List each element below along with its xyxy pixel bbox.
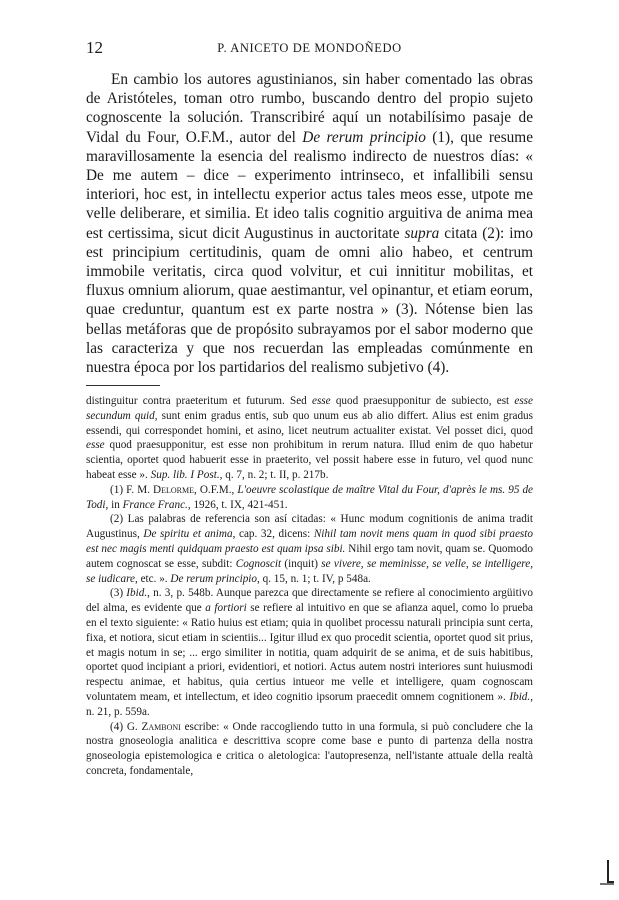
page-number: 12 [86, 38, 103, 57]
footnote-3: (3) Ibid., n. 3, p. 548b. Aunque parezca que directamente se refiere al conocimiento argüitivo del alma, es evidente que a fortiori se refiere al intuitivo en que se afianza aquel, como lo prueba en el texto siguiente: « Ratio huius est etiam; quia in quolibet processu naturali principia sunt certa, fixa, et notiora, sicut etiam in scientiis... Igitur illud ex quo procedit scientia, oportet quod sit prius, et magis notum in se; ... ergo similiter in notitia, quam adquirit de se anima, et de suis habitibus, oportet quod incipiant a priori, evidentiori, et notiori. Actus autem nostri interiores sunt huiusmodi respectu animae, et habitus, quia certius intueor me velle et intelligere, quam cognoscam voluntatem meam, et intellectum, et ideo cognitio ipsorum praecedit omnem cognitionem ». Ibid., n. 21, p. 559a. [86, 587, 534, 718]
footnote-divider [86, 385, 160, 386]
book-title-italic: De rerum principio [302, 128, 426, 146]
footnote-1: (1) F. M. Delorme, O.F.M., L'oeuvre scolastique de maître Vital du Four, d'après le ms. 95 de Todi, in France Franc., 1926, t. IX, 421-451. [86, 483, 533, 511]
footnote-4: (4) G. Zamboni escribe: « Onde raccogliendo tutto in una formula, si può concludere che la nostra gnoseologia analitica e descrittiva scopre come base e punto di partenza della nostra gnoseologia epistemologica e critica o aletologica: l'autopresenza, nell'istante attuale della realtà concreta, fondamentale, [86, 720, 533, 777]
running-title: P. ANICETO DE MONDOÑEDO [217, 41, 402, 55]
page-header [86, 38, 533, 60]
footnote-continuation: distinguitur contra praeteritum et futurum. Sed esse quod praesupponitur de subiecto, est esse secundum quid, sunt enim gradus entis, sub quo unum eus ab alio differt. Alius est enim gradus essendi, qui correspondet homini, et asino, licet neutrum actualiter existat. Vel posset dici, quod esse quod praesupponitur, est esse non prohibitum in rerum natura. Illud enim de quo habetur scientia, oportet quod habuerit esse in praeterito, vel possit habere esse in futuro, vel quod nunc habeat esse ». Sup. lib. I Post., q. 7, n. 2; t. II, p. 217b. [86, 395, 533, 481]
italic-term: supra [404, 224, 440, 242]
footnotes [86, 394, 533, 779]
body-paragraph: En cambio los autores agustinianos, sin haber comentado las obras de Aristóteles, toman otro rumbo, buscando dentro del propio sujeto cognoscente la solución. Transcribiré aquí un notabilísimo pasaje de Vidal du Four, O.F.M., autor del De rerum principio (1), que resume maravillosamente la esencia del realismo indirecto de nuestros días: « De me autem – dice – experimento intrinseco, et infallibili sensu interiori, hoc est, in intellectu experior actus tales meos esse, utpote me velle deliberare, et similia. Et ideo talis cognitio arguitiva de anima mea est certissima, sicut dicit Augustinus in auctoritate supra citata (2): imo est principium certitudinis, quam de omni alio habeo, et centrum immobile veritatis, circa quod volvitur, et cui innititur mobilitas, et fluxus omnium aliorum, quae aestimantur, vel opinantur, et etiam eorum, quae creduntur, quantum est ex parte nostra » (3). Nótense bien las bellas metáforas que de propósito subrayamos por el sabor moderno que las caracteriza y que nos recuerdan las empleadas comúnmente en nuestra época por los partidarios del realismo subjetivo (4). [86, 71, 533, 377]
scan-edge-mark [600, 860, 614, 886]
footnote-2: (2) Las palabras de referencia son así citadas: « Hunc modum cognitionis de anima tradit Augustinus, De spiritu et anima, cap. 32, dicens: Nihil tam novit mens quam in quod sibi praesto est nec magis menti quidquam praesto est quam ipsa sibi. Nihil ergo tam novit, quam se. Quomodo autem cognoscat se esse, subdit: Cognoscit (inquit) se vivere, se meminisse, se velle, se intelligere, se iudicare, etc. ». De rerum principio, q. 15, n. 1; t. IV, p 548a. [86, 513, 533, 585]
main-text [86, 70, 533, 377]
